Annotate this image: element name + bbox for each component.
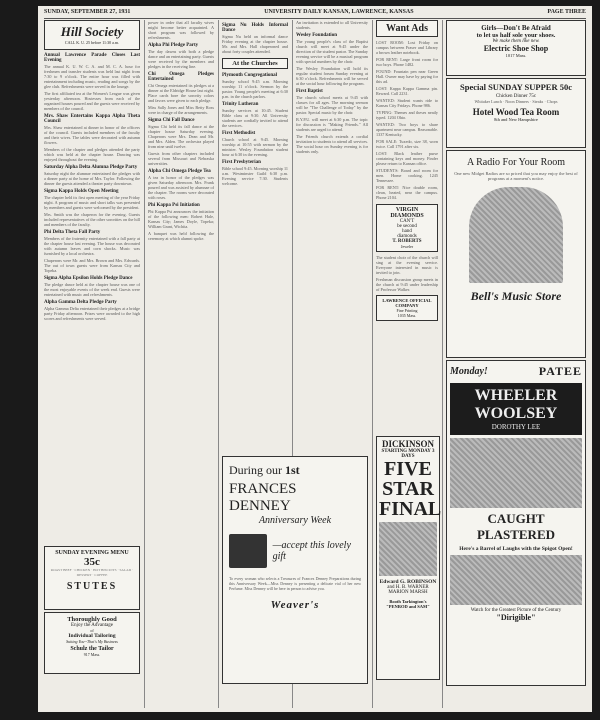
jeweler-line4: be second xyxy=(397,224,417,229)
hill-society-subtitle: CALL K. U. 25 before 11:30 a.m. xyxy=(64,40,120,45)
header-page: PAGE THREE xyxy=(547,9,586,15)
headline: Saturday Alpha Delta Alumna Pledge Party xyxy=(44,165,138,170)
column-2: power in order that all faculty wives might become better acquainted. A short program was followed by refreshments. Alpha Phi Pledge Party The day dawns with both a pledge dance and an entertaining party. Guests were received by the members and pledges in the receiving line. Chi Omega Pledges Entertained Chi Omega entertained its pledges at a dinner at the Eldridge House last night. Place cards bore the sorority colors and favors were given to each pledge. Miss Sally Jones and Miss Betty Ross were in charge of the arrangements. Sigma Chi Fall Dance Sigma Chi held its fall dance at the chapter house Saturday evening. Chaperons were Mrs. Dean and Mr. and Mrs. Alden. The orchestra played from nine until twelve. Guests from other chapters included several from Missouri and Nebraska universities. Alpha Chi Omega Pledge Tea A tea in honor of the pledges was given Saturday afternoon. Mrs. Frank poured and was assisted by alumnae of the chapter. The rooms were decorated with roses. Phi Kappa Psi Initiation Phi Kappa Psi announces the initiation of the following men: Robert Hale, Kansas City; James Doyle, Topeka; William Grant, Wichita. A banquet was held following the ceremony at which alumni spoke. xyxy=(148,20,214,241)
headline: Trinity Lutheran xyxy=(222,102,259,107)
at-the-churches-heading: At the Churches xyxy=(222,58,288,69)
tailor-ad xyxy=(44,612,140,674)
menu-price: 35c xyxy=(84,556,100,568)
printing-addr: 1035 Mass. xyxy=(397,313,417,318)
tailor-line1: Enjoy the Advantage xyxy=(71,623,113,628)
supper-ad: Special SUNDAY SUPPER 50c Chicken Dinner 75c Whitaker Lunch · Noon Dinners · Steaks · Chops Hotel Wood Tea Room 8th and New Hampshire xyxy=(446,78,586,148)
headline: Alpha Gamma Delta Pledge Party xyxy=(44,300,117,305)
supper-line: Chicken Dinner 75c xyxy=(495,94,537,99)
tailor-title: Thoroughly Good xyxy=(67,616,117,623)
girls-line1: Girls—Don't Be Afraid xyxy=(481,24,551,32)
tailor-line3: Individual Tailoring xyxy=(68,633,116,639)
radio-illustration xyxy=(469,187,563,283)
dickinson-title1: FIVE xyxy=(384,458,432,480)
dickinson-title3: FINAL xyxy=(379,498,442,520)
printing-ad xyxy=(376,295,438,321)
want-ad-item: TYPING: Themes and theses neatly typed. 1204 Ohio. xyxy=(376,110,438,120)
denney-sub: Anniversary Week xyxy=(258,515,332,526)
headline: Phi Kappa Psi Initiation xyxy=(148,203,200,208)
headline: Sigma Nu Holds Informal Dance xyxy=(222,23,288,33)
page-header xyxy=(44,9,586,19)
want-ad-item: WANTED: Student wants ride to Kansas City Fridays. Phone 986. xyxy=(376,98,438,108)
headline: Alpha Phi Pledge Party xyxy=(148,43,199,48)
tailor-line2: of xyxy=(90,628,94,633)
column-5: Want Ads LOST ROOM: Lost Friday on campus between Fraser and Library a brown leather notebook. FOR RENT: Large front room for two boys. Phone 1482. FOUND: Fountain pen near Green Hall. Owner may have by paying for this ad. LOST: Kappa Kappa Gamma pin. Reward. Call 2231. WANTED: Student wants ride to Kansas City Fridays. Phone 986. TYPING: Themes and theses neatly typed. 1204 Ohio. WANTED: Two boys to share apartment near campus. Reasonable. 1337 Kentucky. FOR SALE: Tuxedo, size 38, worn twice. Call 1791 after six. LOST: Black leather purse containing keys and money. Finder please return to Kansan office. STUDENTS: Board and room for men. Home cooking. 1245 Tennessee. FOR RENT: Nice double room, clean, heated, near the campus. Phone 2104. VIRGIN DIAMONDS CAN'T be second hand diamonds T. ROBERTS Jeweler The student choir of the church will sing at the evening service. Everyone interested in music is invited to join. Freshman discussion group meets in the church at 9:45 under leadership of Professor Walker. LAWRENCE OFFICIAL COMPANY Fine Printing 1035 Mass. xyxy=(376,20,438,708)
theater-top: Monday! xyxy=(450,366,488,377)
radio-title: A Radio For Your Room xyxy=(466,157,566,168)
tailor-name: Schulz the Tailor xyxy=(70,646,114,652)
headline: Alpha Chi Omega Pledge Tea xyxy=(148,169,211,174)
want-ad-item: FOR RENT: Large front room for two boys. Phone 1482. xyxy=(376,57,438,67)
radio-ad xyxy=(446,150,586,358)
jeweler-line2: DIAMONDS xyxy=(390,213,424,219)
theater-stars-panel xyxy=(450,383,582,435)
jeweler-line3: CAN'T xyxy=(399,219,415,224)
society-column-text: Annual Lawrence Parade Closes Last Evening The annual K. U. W. C. A. and M. C. A. hour for freshmen and transfer students was held last night from 7:30 to 9 o'clock. The entire hour was filled with entertainment including music, reading and songs by the glee club. Refreshments were served in the lounge. The first affiliated tea at the Women's League was given yesterday afternoon. Hostesses from each of the organized houses poured and the guests were received by members of the council. Mrs. Shaw Entertains Kappa Alpha Theta Council Mrs. Shaw entertained at dinner in honor of the officers of the council. Guests included members of the faculty and their wives. The tables were decorated with autumn flowers. Members of the chapter and pledges attended the party which was held at the chapter house. Dancing was enjoyed throughout the evening. Saturday Alpha Delta Alumna Pledge Party Saturday night the alumnae entertained the pledges with a dinner party at the home of Mrs. Taylor. Following the dinner the guests attended a theater party downtown. Sigma Kappa Holds Open Meeting The chapter held its first open meeting of the year Friday night. A program of music and short talks was presented by members and guests were welcomed by the president. Mrs. Smith was the chaperon for the evening. Guests included representatives of the other sororities on the hill and members of the faculty. Phi Delta Theta Fall Party Members of the fraternity entertained with a fall party at the chapter house last evening. The house was decorated with autumn leaves and corn shocks. Music was furnished by a local orchestra. Chaperons were Mr. and Mrs. Brown and Mrs. Edwards. The out of town guests were from Kansas City and Topeka. Sigma Alpha Epsilon Holds Pledge Dance The pledge dance held at the chapter house was one of the most enjoyable events of the week end. Guests were entertained with music and refreshments. Alpha Gamma Delta Pledge Party Alpha Gamma Delta entertained their pledges at a bridge party Friday afternoon. Prizes were awarded to the high scores and refreshments were served. xyxy=(44,53,140,321)
sunday-menu-ad: SUNDAY EVENING MENU 35c ROAST BEEF · CHICKEN · HOT BISCUITS · SALAD · DESSERT · COFFEE STUTES xyxy=(44,546,140,610)
headline: Phi Delta Theta Fall Party xyxy=(44,230,101,235)
tailor-line4: Suiting You--That's My Business xyxy=(66,639,118,644)
headline: Wesley Foundation xyxy=(296,33,337,38)
printing-sub: Fine Printing xyxy=(396,308,418,313)
headline: First Presbyterian xyxy=(222,160,261,165)
printing-name: LAWRENCE OFFICIAL COMPANY xyxy=(382,298,432,308)
theater-name: PATEE xyxy=(538,364,582,378)
dickinson-line: STARTING MONDAY 3 DAYS xyxy=(381,449,435,459)
want-ad-item: LOST: Kappa Kappa Gamma pin. Reward. Call 2231. xyxy=(376,86,438,96)
theater-bottom: Watch for the Greatest Picture of the Century xyxy=(470,608,562,613)
headline: Sigma Chi Fall Dance xyxy=(148,118,195,123)
supper-addr: 8th and New Hampshire xyxy=(494,117,538,122)
jeweler-line6: diamonds xyxy=(397,234,417,239)
hill-society-title: Hill Society xyxy=(60,24,124,39)
headline: Annual Lawrence Parade Closes Last Evening xyxy=(44,53,140,63)
headline: Plymouth Congregational xyxy=(222,73,278,78)
girls-line3: We make them like new. xyxy=(492,39,540,44)
headline: Sigma Kappa Holds Open Meeting xyxy=(44,189,119,194)
want-ads-list: LOST ROOM: Lost Friday on campus between Fraser and Library a brown leather notebook. FOR RENT: Large front room for two boys. Phone 1482. FOUND: Fountain pen near Green Hall. Owner may have by paying for this ad. LOST: Kappa Kappa Gamma pin. Reward. Call 2231. WANTED: Student wants ride to Kansas City Fridays. Phone 986. TYPING: Themes and theses neatly typed. 1204 Ohio. WANTED: Two boys to share apartment near campus. Reasonable. 1337 Kentucky. FOR SALE: Tuxedo, size 38, worn twice. Call 1791 after six. LOST: Black leather purse containing keys and money. Finder please return to Kansan office. STUDENTS: Board and room for men. Home cooking. 1245 Tennessee. FOR RENT: Nice double room, clean, heated, near the campus. Phone 2104. xyxy=(376,40,438,200)
denney-line1: During our xyxy=(229,463,282,477)
column-3: Sigma Nu Holds Informal Dance Sigma Nu held an informal dance Friday evening at the chapter house. Mr. and Mrs. Hall chaperoned and about forty couples attended. At the Churches Plymouth Congregational Sunday school 9:45 a.m. Morning worship 11 o'clock. Sermon by the pastor. Young people's meeting at 6:30 p.m. in the church parlors. Trinity Lutheran Sunday services at 10:45. Student Bible class at 9:30. All University students are cordially invited to attend the services. First Methodist Church school at 9:45. Morning worship at 10:55 with sermon by the minister. Wesley Foundation student hour at 6:30 in the evening. First Presbyterian Bible school 9:45. Morning worship 11 a.m. Westminster Guild 6:30 p.m. Evening service 7:30. Students welcome. xyxy=(222,23,288,186)
patee-theater-ad xyxy=(446,360,586,686)
want-ad-item: LOST ROOM: Lost Friday on campus between Fraser and Library a brown leather notebook. xyxy=(376,40,438,55)
dickinson-name: DICKINSON xyxy=(381,439,434,449)
dickinson-ad xyxy=(376,436,440,680)
girls-line2: to let us half sole your shoes. xyxy=(476,32,556,39)
shoe-shop-addr: 1017 Mass. xyxy=(505,53,527,58)
dickinson-cast2: and H. B. WARNER xyxy=(387,585,429,590)
newspaper-page xyxy=(38,6,592,712)
dickinson-title2: STAR xyxy=(382,478,434,500)
want-ads-heading: Want Ads xyxy=(376,20,438,37)
headline: Sigma Alpha Epsilon Holds Pledge Dance xyxy=(44,276,133,281)
hill-society-banner xyxy=(44,20,140,50)
radio-store: Bell's Music Store xyxy=(470,289,562,303)
headline: First Methodist xyxy=(222,131,256,136)
dickinson-photo xyxy=(379,522,437,576)
denney-accept: —accept this lovely gift xyxy=(272,540,351,562)
shoe-shop-ad xyxy=(446,20,586,76)
gift-box-illustration xyxy=(229,534,267,568)
theater-tag: Here's a Barrel of Laughs with the Spigot Open! xyxy=(459,546,573,552)
theater-film: "Dirigible" xyxy=(496,613,536,622)
jeweler-name: T. ROBERTS xyxy=(392,239,422,244)
supper-title: Special SUNDAY SUPPER 50c xyxy=(459,82,572,92)
theater-star3: DOROTHY LEE xyxy=(491,423,541,431)
headline: Mrs. Shaw Entertains Kappa Alpha Theta Council xyxy=(44,114,140,124)
jeweler-sub: Jeweler xyxy=(400,244,414,249)
jeweler-ad xyxy=(376,204,438,252)
theater-photo-2 xyxy=(450,555,582,605)
column-4: An invitation is extended to all University students. Wesley Foundation The young people's class of the Baptist church will meet at 9:45 under the direction of the student pastor. The Sunday evening service will be a musical program with special numbers by the choir. The Wesley Foundation will hold its regular student forum Sunday evening at 6:30 o'clock. Refreshments will be served at the social hour following the program. First Baptist The church school meets at 9:45 with classes for all ages. The morning sermon will be "The Challenge of Today" by the pastor. Special music by the choir. B.Y.P.U. will meet at 6:30 p.m. The topic for discussion is "Making Friends." All students are urged to attend. The Friends church extends a cordial invitation to students to attend all services. The social hour on Sunday evening is for students only. xyxy=(296,20,368,154)
denney-anniversary-ad: During our 1st FRANCES DENNEY Anniversary Week —accept this lovely gift To every woman who selects a Treasures of Frances Denney Preparations during this Anniversary Week—Miss Denney is presenting a delicate vial of her new Perfume. Miss Denney will be here in person to advise you. Weaver's xyxy=(222,456,368,684)
theater-title: CAUGHT PLASTERED xyxy=(476,511,556,542)
jeweler-line5: hand xyxy=(402,229,412,234)
headline: First Baptist xyxy=(296,89,323,94)
denney-num: 1st xyxy=(285,463,300,477)
tailor-address: 917 Mass. xyxy=(83,652,101,657)
column-6 xyxy=(446,20,586,708)
dickinson-cast: Edward G. ROBINSON xyxy=(379,579,437,585)
theater-star2: WOOLSEY xyxy=(474,405,558,422)
shoe-shop-name: Electric Shoe Shop xyxy=(483,44,549,53)
theater-star1: WHEELER xyxy=(474,387,558,404)
menu-brand: STUTES xyxy=(66,581,118,592)
supper-name: Hotel Wood Tea Room xyxy=(472,107,560,117)
denney-store: Weaver's xyxy=(270,599,320,611)
header-paper: UNIVERSITY DAILY KANSAN, LAWRENCE, KANSAS xyxy=(264,9,414,15)
dickinson-cast3: MARION MARSH xyxy=(388,590,428,595)
theater-photo xyxy=(450,438,582,508)
header-date: SUNDAY, SEPTEMBER 27, 1931 xyxy=(44,9,131,15)
menu-title: SUNDAY EVENING MENU xyxy=(55,550,129,556)
want-ad-item: FOUND: Fountain pen near Green Hall. Owner may have by paying for this ad. xyxy=(376,69,438,84)
jeweler-line1: VIRGIN xyxy=(395,207,419,213)
headline: Chi Omega Pledges Entertained xyxy=(148,72,214,82)
denney-name: FRANCES DENNEY xyxy=(229,481,297,514)
dickinson-next: Booth Tarkington's "PENROD and SAM" xyxy=(386,599,430,609)
radio-text: One new Midget Radios are so priced that you may enjoy the best of programs at a moment's notice. xyxy=(454,171,578,181)
